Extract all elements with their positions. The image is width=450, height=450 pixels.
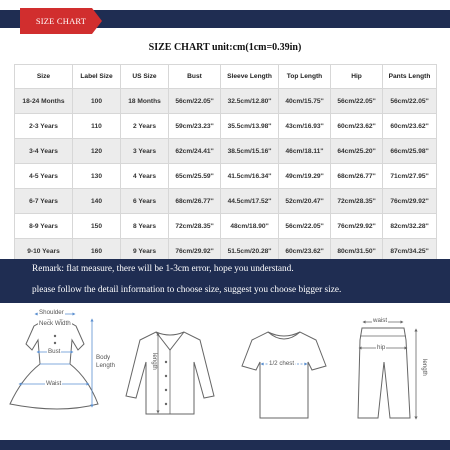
table-cell: 3-4 Years xyxy=(15,139,73,164)
table-cell: 80cm/31.50'' xyxy=(331,239,383,264)
table-header-row xyxy=(15,65,437,89)
table-cell: 38.5cm/15.16'' xyxy=(221,139,279,164)
pants-length-label: length xyxy=(421,359,428,376)
table-cell: 76cm/29.92'' xyxy=(169,239,221,264)
header-bar xyxy=(0,0,450,34)
table-cell: 120 xyxy=(73,139,121,164)
tshirt-diagram xyxy=(242,332,326,418)
waist-label: Waist xyxy=(46,380,62,387)
pants-hip-label: hip xyxy=(377,344,386,351)
column-header: Label Size xyxy=(73,65,121,89)
table-cell: 60cm/23.62'' xyxy=(383,114,437,139)
table-cell: 9-10 Years xyxy=(15,239,73,264)
column-header: US Size xyxy=(121,65,169,89)
table-cell: 18-24 Months xyxy=(15,89,73,114)
table-cell: 150 xyxy=(73,214,121,239)
chart-title: SIZE CHART unit:cm(1cm=0.39in) xyxy=(148,42,302,53)
table-cell: 66cm/25.98'' xyxy=(383,139,437,164)
half-chest-label: 1/2 chest xyxy=(269,360,295,367)
size-table xyxy=(14,64,437,264)
remark-line-1: Remark: flat measure, there will be 1-3cm error, hope you understand. xyxy=(32,264,294,274)
table-cell: 49cm/19.29'' xyxy=(279,164,331,189)
table-cell: 76cm/29.92'' xyxy=(331,214,383,239)
size-chart-badge-label: SIZE CHART xyxy=(35,16,87,26)
table-cell: 48cm/18.90'' xyxy=(221,214,279,239)
table-cell: 76cm/29.92'' xyxy=(383,189,437,214)
body-length-label-bottom: Length xyxy=(96,362,115,369)
bust-label: Bust xyxy=(48,348,61,355)
table-cell: 60cm/23.62'' xyxy=(331,114,383,139)
table-cell: 56cm/22.05'' xyxy=(383,89,437,114)
table-cell: 130 xyxy=(73,164,121,189)
table-cell: 87cm/34.25'' xyxy=(383,239,437,264)
table-cell: 32.5cm/12.80'' xyxy=(221,89,279,114)
table-cell: 46cm/18.11'' xyxy=(279,139,331,164)
column-header: Top Length xyxy=(279,65,331,89)
table-cell: 59cm/23.23'' xyxy=(169,114,221,139)
table-cell: 100 xyxy=(73,89,121,114)
table-cell: 8 Years xyxy=(121,214,169,239)
shoulder-label: Shoulder xyxy=(39,309,64,316)
table-cell: 8-9 Years xyxy=(15,214,73,239)
table-cell: 18 Months xyxy=(121,89,169,114)
table-cell: 62cm/24.41'' xyxy=(169,139,221,164)
table-cell: 6 Years xyxy=(121,189,169,214)
pants-waist-label: waist xyxy=(373,317,388,324)
table-cell: 140 xyxy=(73,189,121,214)
table-cell: 72cm/28.35'' xyxy=(331,189,383,214)
table-cell: 4-5 Years xyxy=(15,164,73,189)
footer-bar xyxy=(0,440,450,450)
neck-width-label: Neck Width xyxy=(39,320,71,327)
table-cell: 56cm/22.05'' xyxy=(279,214,331,239)
table-cell: 2-3 Years xyxy=(15,114,73,139)
table-row xyxy=(15,164,437,189)
dress-diagram xyxy=(10,314,98,409)
table-cell: 2 Years xyxy=(121,114,169,139)
table-cell: 56cm/22.05'' xyxy=(169,89,221,114)
table-cell: 68cm/26.77'' xyxy=(331,164,383,189)
column-header: Bust xyxy=(169,65,221,89)
column-header: Hip xyxy=(331,65,383,89)
table-cell: 44.5cm/17.52'' xyxy=(221,189,279,214)
table-cell: 43cm/16.93'' xyxy=(279,114,331,139)
table-cell: 51.5cm/20.28'' xyxy=(221,239,279,264)
table-cell: 56cm/22.05'' xyxy=(331,89,383,114)
measurement-diagrams xyxy=(0,306,450,450)
table-cell: 110 xyxy=(73,114,121,139)
remark-line-2: please follow the detail information to choose size, suggest you choose bigger size. xyxy=(32,285,342,295)
table-cell: 3 Years xyxy=(121,139,169,164)
table-cell: 35.5cm/13.98'' xyxy=(221,114,279,139)
pants-diagram xyxy=(358,322,416,418)
shirt-length-label: length xyxy=(151,353,158,370)
column-header: Sleeve Length xyxy=(221,65,279,89)
table-row xyxy=(15,214,437,239)
table-row xyxy=(15,139,437,164)
table-cell: 82cm/32.28'' xyxy=(383,214,437,239)
table-row xyxy=(15,89,437,114)
table-row xyxy=(15,189,437,214)
table-cell: 9 Years xyxy=(121,239,169,264)
shirt-diagram xyxy=(126,332,214,414)
column-header: Size xyxy=(15,65,73,89)
table-cell: 65cm/25.59'' xyxy=(169,164,221,189)
table-cell: 60cm/23.62'' xyxy=(279,239,331,264)
column-header: Pants Length xyxy=(383,65,437,89)
table-cell: 160 xyxy=(73,239,121,264)
table-cell: 64cm/25.20'' xyxy=(331,139,383,164)
table-cell: 52cm/20.47'' xyxy=(279,189,331,214)
body-length-label-top: Body xyxy=(96,354,111,361)
remark-banner xyxy=(0,259,450,303)
table-cell: 6-7 Years xyxy=(15,189,73,214)
table-cell: 41.5cm/16.34'' xyxy=(221,164,279,189)
table-cell: 68cm/26.77'' xyxy=(169,189,221,214)
table-row xyxy=(15,114,437,139)
table-cell: 40cm/15.75'' xyxy=(279,89,331,114)
size-chart-badge xyxy=(20,8,92,34)
table-cell: 4 Years xyxy=(121,164,169,189)
table-cell: 71cm/27.95'' xyxy=(383,164,437,189)
table-cell: 72cm/28.35'' xyxy=(169,214,221,239)
